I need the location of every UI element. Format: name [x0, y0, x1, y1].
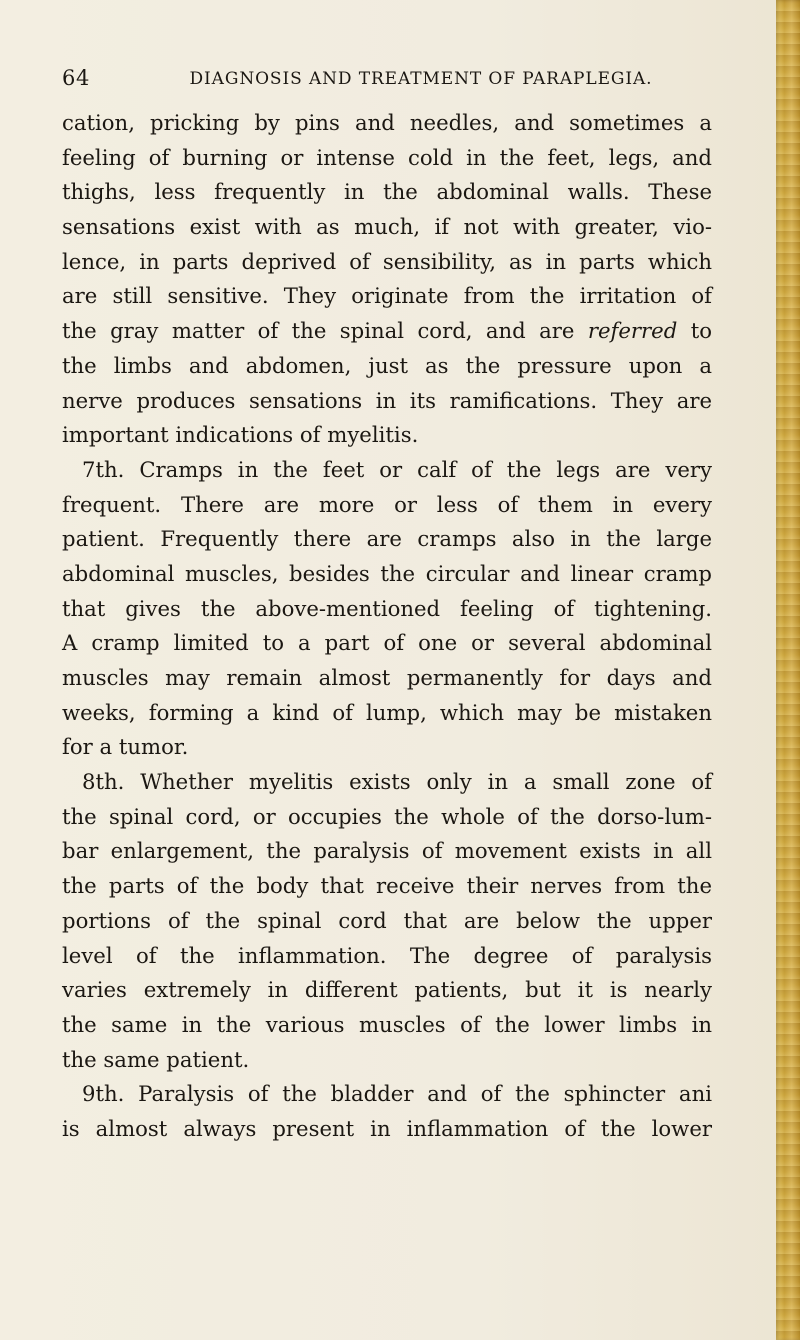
running-title: DIAGNOSIS AND TREATMENT OF PARAPLEGIA. [189, 69, 653, 89]
text-line: abdominal muscles, besides the circular and linear cramp [62, 560, 712, 586]
text-line: the spinal cord, or occupies the whole of the dorso-lum- [62, 803, 712, 829]
text-line: A cramp limited to a part of one or several abdominal [62, 630, 712, 656]
text-line: are still sensitive. They originate from the irritation of [62, 283, 712, 309]
text-line: nerve produces sensations in its ramifications. They are [62, 387, 712, 413]
text-line: muscles may remain almost permanently for days and [62, 665, 712, 690]
text-line: lence, in parts deprived of sensibility, as in parts which [62, 248, 712, 274]
text-line: the same in the various muscles of the lower limbs in [62, 1011, 712, 1037]
page-edge [776, 0, 800, 1340]
text-line: 9th. Paralysis of the bladder and of the sphincter ani [82, 1081, 712, 1107]
text-line: is almost always present in inflammation of the lower [62, 1115, 712, 1141]
text-line: feeling of burning or intense cold in the feet, legs, and [62, 144, 712, 170]
page-header [62, 66, 732, 94]
text-line: the limbs and abdomen, just as the pressure upon a [62, 352, 712, 378]
text-line: level of the inflammation. The degree of paralysis [62, 942, 712, 968]
text-line: 8th. Whether myelitis exists only in a small zone of [82, 769, 712, 795]
page-number: 64 [62, 66, 90, 90]
text-line: cation, pricking by pins and needles, and sometimes a [62, 110, 712, 135]
text-line: 7th. Cramps in the feet or calf of the legs are very [82, 456, 712, 482]
text-line: the parts of the body that receive their nerves from the [62, 873, 712, 899]
text-line: that gives the above-mentioned feeling of tightening. [62, 595, 712, 621]
text-fragment: to [690, 318, 712, 344]
text-line: patient. Frequently there are cramps also in the large [62, 526, 712, 552]
text-line: bar enlargement, the paralysis of movement exists in all [62, 838, 712, 864]
text-line: weeks, forming a kind of lump, which may be mistaken [62, 699, 712, 725]
text-line: the same patient. [62, 1046, 250, 1072]
text-line: frequent. There are more or less of them in every [62, 491, 712, 517]
italic-term: referred [587, 318, 678, 344]
text-fragment: the gray matter of the spinal cord, and are [62, 318, 575, 344]
text-line: important indications of myelitis. [62, 422, 419, 448]
text-line [62, 314, 712, 349]
text-line: sensations exist with as much, if not with greater, vio- [62, 214, 712, 240]
text-line: thighs, less frequently in the abdominal walls. These [62, 179, 712, 205]
text-line: varies extremely in different patients, but it is nearly [62, 977, 712, 1003]
text-line: portions of the spinal cord that are below the upper [62, 907, 712, 933]
body-text [62, 106, 712, 1147]
text-line: for a tumor. [62, 734, 189, 760]
